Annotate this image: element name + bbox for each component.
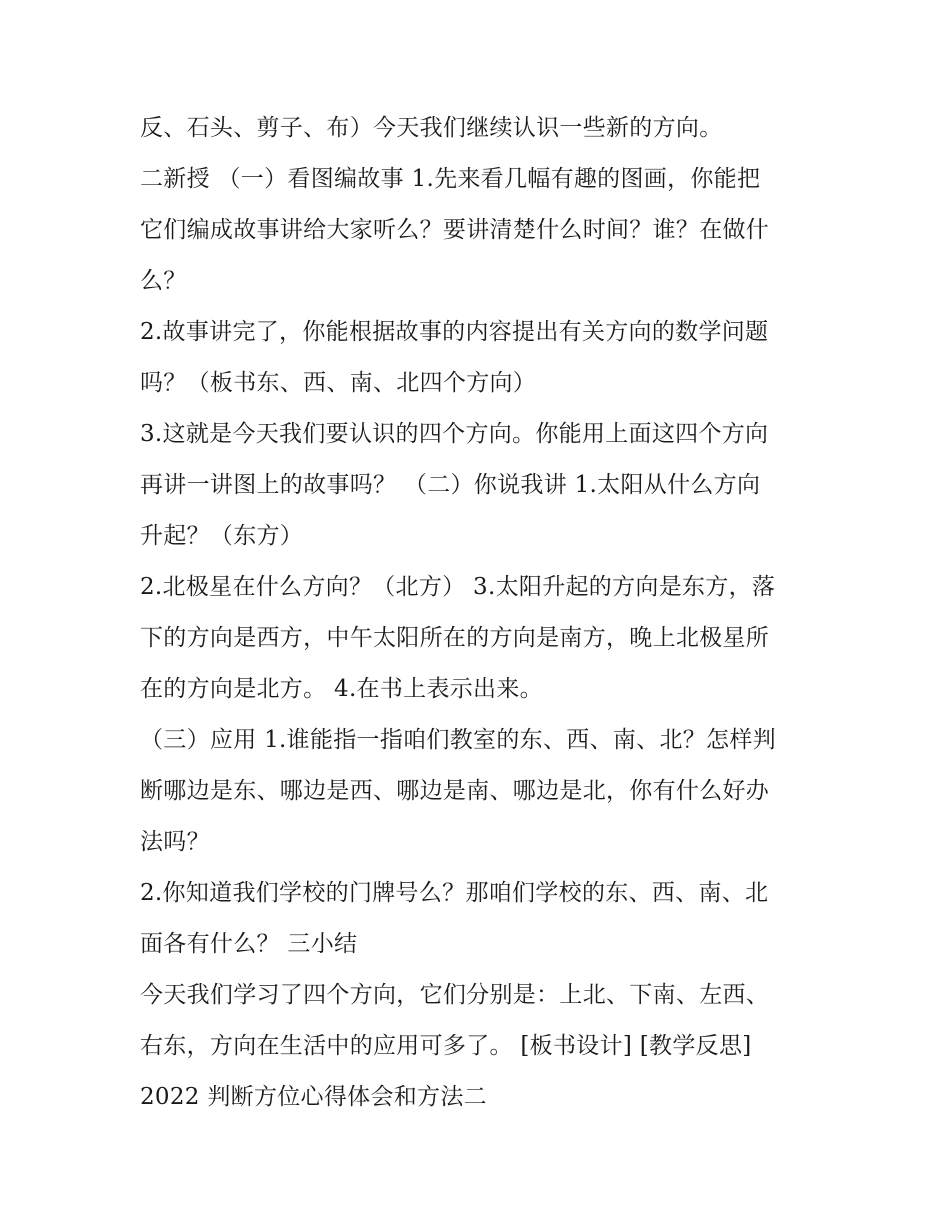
text-line-2: 二新授 （一）看图编故事 1.先来看几幅有趣的图画，你能把 [140,166,761,192]
text-line-20: 2022 判断方位心得体会和方法二 [140,1084,487,1110]
text-line-17: 面各有什么？ 三小结 [140,931,358,957]
text-line-10: 2.北极星在什么方向？（北方） 3.太阳升起的方向是东方，落 [140,574,776,600]
text-line-15: 法吗？ [140,829,210,855]
text-line-18: 今天我们学习了四个方向，它们分别是：上北、下南、左西、 [140,982,770,1008]
text-line-16: 2.你知道我们学校的门牌号么？那咱们学校的东、西、南、北 [140,880,769,906]
text-line-5: 2.故事讲完了，你能根据故事的内容提出有关方向的数学问题 [140,319,769,345]
text-line-12: 在的方向是北方。 4.在书上表示出来。 [140,676,543,702]
document-body [140,103,820,1123]
text-line-13: （三）应用 1.谁能指一指咱们教室的东、西、南、北？怎样判 [140,727,776,753]
text-line-11: 下的方向是西方，中午太阳所在的方向是南方，晚上北极星所 [140,625,770,651]
text-line-19: 右东，方向在生活中的应用可多了。 [板书设计] [教学反思] [140,1033,752,1059]
text-line-4: 么？ [140,268,187,294]
text-line-3: 它们编成故事讲给大家听么？要讲清楚什么时间？谁？在做什 [140,217,770,243]
text-line-8: 再讲一讲图上的故事吗？ （二）你说我讲 1.太阳从什么方向 [140,472,761,498]
text-line-6: 吗？（板书东、西、南、北四个方向） [140,370,537,396]
text-line-7: 3.这就是今天我们要认识的四个方向。你能用上面这四个方向 [140,421,769,447]
text-line-14: 断哪边是东、哪边是西、哪边是南、哪边是北，你有什么好办 [140,778,770,804]
text-line-1: 反、石头、剪子、布）今天我们继续认识一些新的方向。 [140,115,723,141]
text-line-9: 升起？（东方） [140,523,304,549]
